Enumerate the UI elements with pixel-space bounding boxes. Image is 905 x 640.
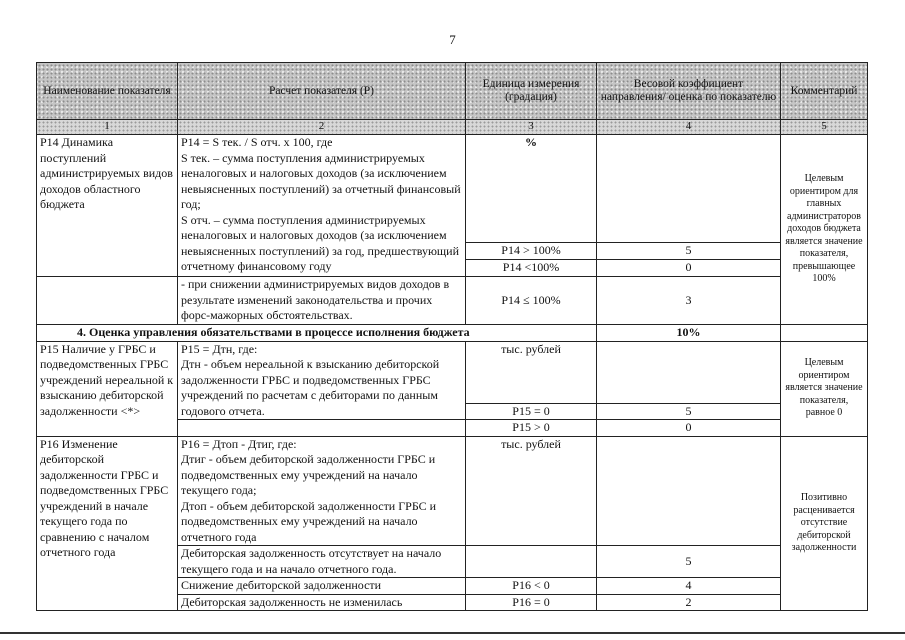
- p15-score-empty: [597, 341, 781, 403]
- p14-grade-1-score: 5: [597, 243, 781, 260]
- p14-grade-1-unit: P14 > 100%: [466, 243, 597, 260]
- p15-name: P15 Наличие у ГРБС и подведомственных ГРБС учреждений нереальной к взысканию дебиторской задолженности <*>: [37, 341, 178, 436]
- table-row: [37, 436, 868, 546]
- p14-unit: %: [466, 135, 597, 243]
- header-unit: Единица измерения (градация): [466, 63, 597, 120]
- col-number-4: 4: [597, 120, 781, 135]
- col-number-1: 1: [37, 120, 178, 135]
- table-row: [37, 135, 868, 243]
- section-title: 4. Оценка управления обязательствами в процессе исполнения бюджета: [37, 325, 597, 342]
- p16-unit: тыс. рублей: [466, 436, 597, 546]
- p14-comment: Целевым ориентиром для главных администраторов доходов бюджета является значение показателя, превышающее 100%: [781, 135, 868, 325]
- p14-sub-empty: [37, 277, 178, 325]
- p14-sub-unit: P14 ≤ 100%: [466, 277, 597, 325]
- table-header-row: [37, 63, 868, 120]
- p14-grade-2-score: 0: [597, 260, 781, 277]
- p16-row-3-unit: P16 = 0: [466, 594, 597, 611]
- p16-formula: P16 = Дтоп - Дтиг, где: Дтиг - объем дебиторской задолженности ГРБС и подведомственных ему учреждений на начало текущего года; Дтоп - объем дебиторской задолженности ГРБС и подведомственных ему учреждений на начало отчетного года: [178, 436, 466, 546]
- indicators-table: [36, 62, 868, 611]
- section-row: [37, 325, 868, 342]
- p14-name: P14 Динамика поступлений администрируемых видов доходов областного бюджета: [37, 135, 178, 277]
- p16-row-2-unit: P16 < 0: [466, 578, 597, 595]
- p15-grade-1-unit: P15 = 0: [466, 403, 597, 420]
- column-number-row: [37, 120, 868, 135]
- p15-comment: Целевым ориентиром является значение показателя, равное 0: [781, 341, 868, 436]
- p15-unit: тыс. рублей: [466, 341, 597, 403]
- header-name: Наименование показателя: [37, 63, 178, 120]
- p16-row-1-calc: Дебиторская задолженность отсутствует на начало текущего года и на начало отчетного года.: [178, 546, 466, 578]
- p16-name: P16 Изменение дебиторской задолженности ГРБС и подведомственных ГРБС учреждений в начале текущего года по сравнению с началом отчетного года: [37, 436, 178, 611]
- p15-formula: P15 = Дтн, где: Дтн - объем нереальной к взысканию дебиторской задолженности ГРБС и подведомственных ГРБС учреждений по расчетам с дебиторами по данным годового отчета.: [178, 341, 466, 420]
- p16-row-3-score: 2: [597, 594, 781, 611]
- header-comment: Комментарий: [781, 63, 868, 120]
- col-number-5: 5: [781, 120, 868, 135]
- p15-grade-1-score: 5: [597, 403, 781, 420]
- p16-score-empty: [597, 436, 781, 546]
- p16-comment: Позитивно расценивается отсутствие дебиторской задолженности: [781, 436, 868, 611]
- page-bottom-edge: [0, 632, 905, 634]
- header-calculation: Расчет показателя (P): [178, 63, 466, 120]
- p15-grade-2-unit: P15 > 0: [466, 420, 597, 437]
- p16-row-2-score: 4: [597, 578, 781, 595]
- p14-formula: P14 = S тек. / S отч. x 100, где S тек. – сумма поступления администрируемых неналоговых и налоговых доходов (за исключением невыясненных поступлений) за отчетный финансовый год; S отч. – сумма поступления администрируемых неналоговых и налоговых доходов (за исключением невыясненных поступлений) за год, предшествующий отчетному финансовому году: [178, 135, 466, 277]
- p15-grade-2-score: 0: [597, 420, 781, 437]
- p14-grade-2-unit: P14 <100%: [466, 260, 597, 277]
- p14-sub-score: 3: [597, 277, 781, 325]
- p14-score-empty: [597, 135, 781, 243]
- p15-calc-empty: [178, 420, 466, 437]
- p16-row-1-score: 5: [597, 546, 781, 578]
- p16-row-2-calc: Снижение дебиторской задолженности: [178, 578, 466, 595]
- p14-sub-calc: - при снижении администрируемых видов доходов в результате изменений законодательства и прочих форс-мажорных обстоятельствах.: [178, 277, 466, 325]
- p16-row-1-unit: [466, 546, 597, 578]
- section-weight: 10%: [597, 325, 781, 342]
- section-comment-empty: [781, 325, 868, 342]
- col-number-2: 2: [178, 120, 466, 135]
- table-row: [37, 277, 868, 325]
- table-row: [37, 341, 868, 403]
- header-weight: Весовой коэффициент направления/ оценка по показателю: [597, 63, 781, 120]
- page-number: 7: [449, 32, 456, 47]
- col-number-3: 3: [466, 120, 597, 135]
- p16-row-3-calc: Дебиторская задолженность не изменилась: [178, 594, 466, 611]
